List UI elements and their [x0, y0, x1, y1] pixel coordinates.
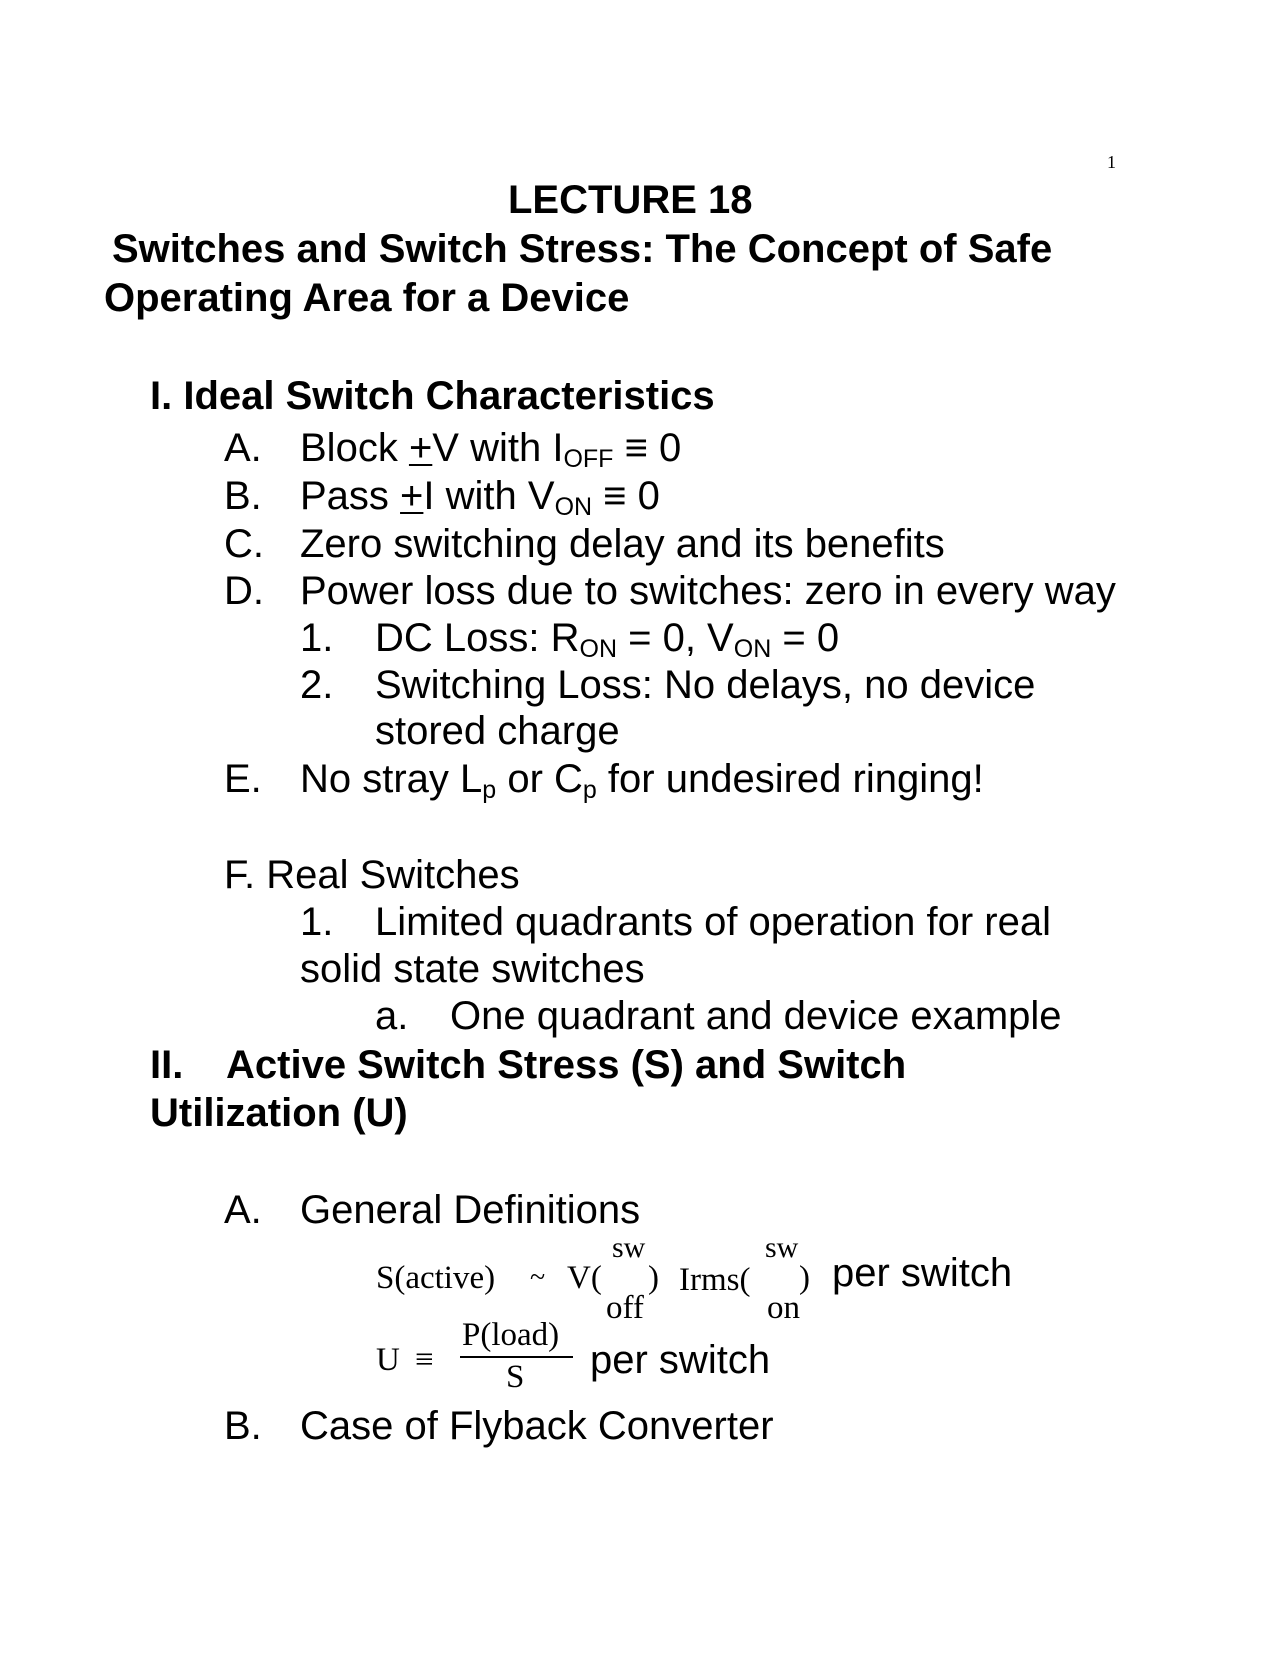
item-f-text: F. Real Switches: [224, 853, 520, 897]
eq2-numerator: P(load): [462, 1317, 560, 1353]
item-2b-marker: B.: [224, 1404, 262, 1448]
item-e-marker: E.: [224, 757, 262, 801]
item-d-marker: D.: [224, 569, 264, 613]
eq2-suffix: per switch: [590, 1338, 771, 1382]
item-f1a-marker: a.: [375, 994, 409, 1038]
item-2a-text: General Definitions: [300, 1188, 641, 1232]
item-c-text: Zero switching delay and its benefits: [300, 522, 945, 566]
item-d1-text: DC Loss: $R_{ON} = 0$, $V_{ON} = 0$: [375, 616, 840, 663]
eq1-suffix: per switch: [832, 1251, 1013, 1295]
eq1-lhs: S(active): [376, 1260, 496, 1296]
item-d-text: Power loss due to switches: zero in every way: [300, 569, 1116, 613]
item-2b-text: Case of Flyback Converter: [300, 1404, 774, 1448]
item-a-marker: A.: [224, 426, 262, 470]
item-f1-text-line2: solid state switches: [300, 947, 645, 991]
eq1-i-close: ): [799, 1260, 810, 1296]
section-1-heading: I. Ideal Switch Characteristics: [150, 374, 715, 418]
item-f1-text-line1: Limited quadrants of operation for real: [375, 900, 1051, 944]
section-2-heading-line2: Utilization (U): [150, 1091, 408, 1135]
eq1-i-bottom: on: [767, 1290, 800, 1326]
item-f1-marker: 1.: [300, 900, 334, 944]
item-b-text: Pass +I with $V_{ON} \equiv 0$: [300, 474, 660, 521]
eq1-v-bottom: off: [606, 1290, 644, 1326]
eq1-v-close: ): [648, 1260, 659, 1296]
eq1-tilde: ~: [530, 1262, 546, 1293]
item-a-text: Block +V with $I_{OFF} \equiv 0$: [300, 426, 682, 473]
item-c-marker: C.: [224, 522, 264, 566]
eq2-denominator: S: [506, 1359, 525, 1395]
section-2-marker: II.: [150, 1043, 184, 1087]
item-d2-text-line2: stored charge: [375, 709, 620, 753]
item-b-marker: B.: [224, 474, 262, 518]
item-d1-marker: 1.: [300, 616, 334, 660]
page-number: 1: [1107, 152, 1116, 172]
item-d2-text-line1: Switching Loss: No delays, no device: [375, 663, 1036, 707]
lecture-subtitle-line1: Switches and Switch Stress: The Concept of Safe: [112, 227, 1053, 271]
item-f1a-text: One quadrant and device example: [450, 994, 1062, 1038]
eq2-fraction-bar: [460, 1356, 573, 1358]
lecture-subtitle-line2: Operating Area for a Device: [104, 276, 630, 320]
section-2-heading-line1: Active Switch Stress (S) and Switch: [226, 1043, 907, 1087]
item-d2-marker: 2.: [300, 663, 334, 707]
item-e-text: No stray $L_p$ or $C_p$ for undesired ringing!: [300, 757, 984, 804]
eq1-v-open: V(: [567, 1260, 602, 1296]
eq1-i-open: Irms(: [679, 1262, 751, 1298]
eq1-v-top: sw: [612, 1231, 646, 1264]
eq1-i-top: sw: [765, 1231, 799, 1264]
eq2-lhs: U: [376, 1342, 400, 1378]
item-2a-marker: A.: [224, 1188, 262, 1232]
eq2-equiv: ≡: [415, 1342, 434, 1378]
lecture-title: LECTURE 18: [508, 178, 753, 222]
